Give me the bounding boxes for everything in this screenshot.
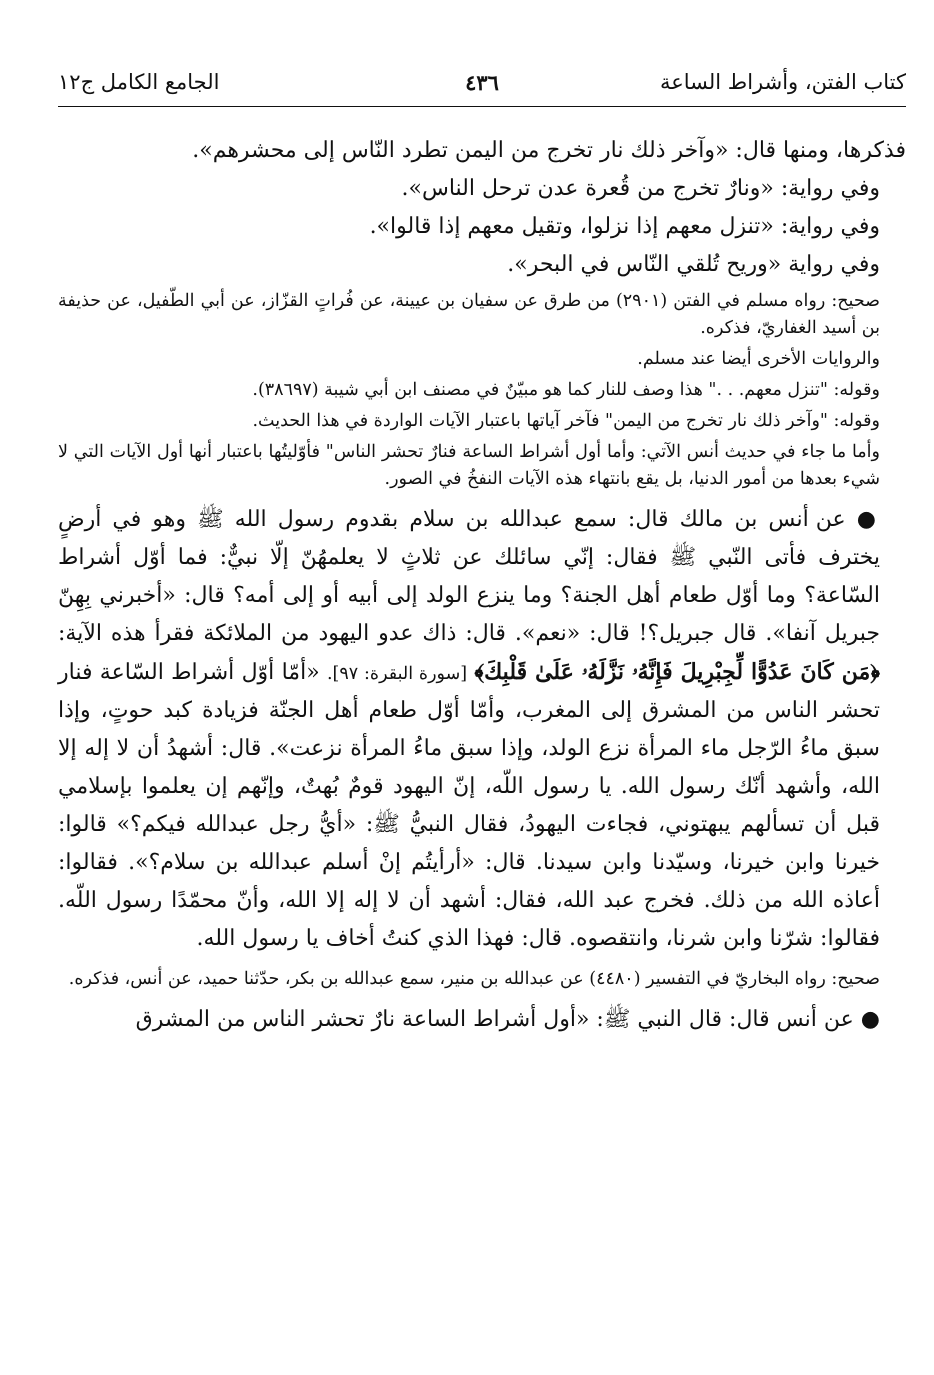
bullet-icon: ● — [860, 1007, 880, 1032]
note-paragraph: وقوله: "تنزل معهم. . ." هذا وصف للنار كما هو مبيّنٌ في مصنف ابن أبي شيبة (٣٨٦٩٧). — [252, 380, 880, 400]
paragraph: فذكرها، ومنها قال: «وآخر ذلك نار تخرج من اليمن تطرد النّاس إلى محشرهم». — [192, 138, 906, 163]
page-number: ٤٣٦ — [465, 70, 499, 95]
hadith-anas-ibn-salam — [58, 501, 906, 958]
riwaya-line: وفي رواية: «تنزل معهم إذا نزلوا، وتقيل معهم إذا قالوا». — [369, 214, 880, 239]
hadith-text: عن أنس قال: قال النبي ﷺ: «أول أشراط الساعة نارٌ تحشر الناس من المشرق — [135, 1007, 854, 1032]
running-header — [58, 66, 906, 107]
surah-reference: [سورة البقرة: ٩٧]. — [326, 664, 468, 684]
bullet-icon: ● — [856, 507, 881, 532]
book-title: الجامع الكامل ج١٢ — [58, 70, 220, 94]
note-paragraph: والروايات الأخرى أيضا عند مسلم. — [637, 349, 880, 369]
hadith-text-continued: «أمّا أوّل أشراط السّاعة فنار تحشر الناس من المشرق إلى المغرب، وأمّا أوّل طعام أهل الجنّة فزيادة كبد حوتٍ، وإذا سبق ماءُ الرّجل ماء المرأة نزع الولد، وإذا سبق ماءُ المرأة نزعت». قال: أشهدُ أن لا إله إلا الله، وأشهد أنّك رسول الله. يا رسول اللّه، إنّ اليهود قومٌ بُهتٌ، وإنّهم إن يعلموا بإسلامي قبل أن تسألهم يبهتوني، فجاءت اليهودُ، فقال النبيُّ ﷺ: «أيُّ رجل عبدالله فيكم؟» قالوا: خيرنا وابن خيرنا، وسيّدنا وابن سيدنا. قال: «أرأيتُم إنْ أسلم عبدالله بن سلام؟». فقالوا: أعاذه الله من ذلك. فخرج عبد الله، فقال: أشهد أن لا إله إلا الله، وأنّ محمّدًا رسول اللّه. فقالوا: شرّنا وابن شرنا، وانتقصوه. قال: فهذا الذي كنتُ أخاف يا رسول الله. — [58, 660, 880, 951]
note-paragraph: وقوله: "وآخر ذلك نار تخرج من اليمن" فآخر آياتها باعتبار الآيات الواردة في هذا الحديث. — [252, 411, 880, 431]
takhrij-note: صحيح: رواه مسلم في الفتن (٢٩٠١) من طرق عن سفيان بن عيينة، عن فُراتٍ القزّاز، عن أبي الطّفيل، عن حذيفة بن أسيد الغفاريّ، فذكره. — [58, 291, 880, 338]
quran-verse: ﴿مَن كَانَ عَدُوًّا لِّجِبْرِيلَ فَإِنَّهُۥ نَزَّلَهُۥ عَلَىٰ قَلْبِكَ﴾ — [474, 659, 880, 685]
page-body — [58, 132, 906, 1039]
takhrij-note: صحيح: رواه البخاريّ في التفسير (٤٤٨٠) عن عبدالله بن منير، سمع عبدالله بن بكر، حدّثنا حميد، عن أنس، فذكره. — [68, 969, 880, 989]
chapter-title: كتاب الفتن، وأشراط الساعة — [659, 70, 906, 94]
riwaya-line: وفي رواية «وريح تُلقي النّاس في البحر». — [507, 252, 880, 277]
hadith-anas-second — [58, 1001, 906, 1039]
note-paragraph: وأما ما جاء في حديث أنس الآتي: وأما أول أشراط الساعة فنارٌ تحشر الناس" فأوّليتُها باعتبار أنها أول الآيات التي لا شيء بعدها من أمور الدنيا، بل يقع بانتهاء هذه الآيات النفخُ في الصور. — [58, 442, 880, 489]
hadith-text: عن أنس بن مالك قال: سمع عبدالله بن سلام بقدوم رسول الله ﷺ وهو في أرضٍ يخترف فأتى النّبي ﷺ فقال: إنّي سائلك عن ثلاثٍ لا يعلمهُنّ إلّا نبيٌّ: فما أوّل أشراط السّاعة؟ وما أوّل طعام أهل الجنة؟ وما ينزع الولد إلى أبيه أو إلى أمه؟ قال: «أخبرني بِهِنّ جبريل آنفا». قال جبريل؟! قال: «نعم». قال: ذاك عدو اليهود من الملائكة فقرأ هذه الآية: — [58, 507, 880, 646]
riwaya-line: وفي رواية: «ونارٌ تخرج من قُعرة عدن ترحل الناس». — [401, 176, 880, 201]
